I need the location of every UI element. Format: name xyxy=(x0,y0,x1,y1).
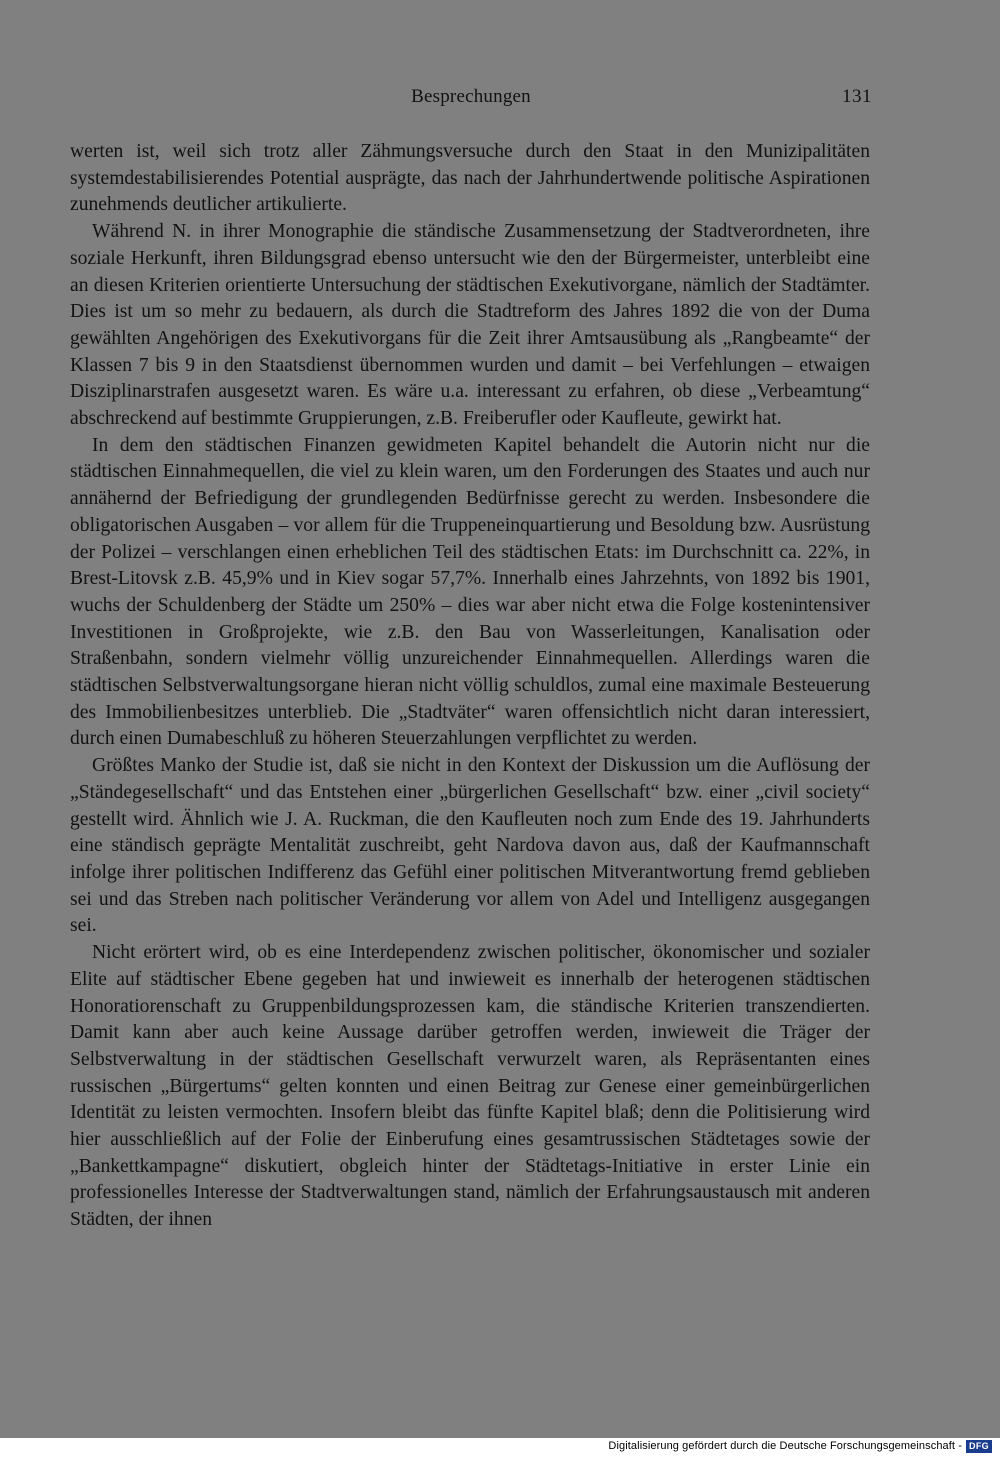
page-number: 131 xyxy=(842,86,872,107)
paragraph: Während N. in ihrer Monographie die ständische Zusammensetzung der Stadtverordneten, ihre soziale Herkunft, ihren Bildungsgrad ebenso untersucht wie den der Bürgermeister, unterbleibt eine an diesen Kriterien orientierte Untersuchung der städtischen Exekutivorgane, nämlich der Stadtämter. Dies ist um so mehr zu bedauern, als durch die Stadtreform des Jahres 1892 die von der Duma gewählten Angehörigen des Exekutivorgans für die Zeit ihrer Amtsausübung als „Rangbeamte“ der Klassen 7 bis 9 in den Staatsdienst übernommen wurden und damit – bei Verfehlungen – etwaigen Disziplinarstrafen ausgesetzt waren. Es wäre u.a. interessant zu erfahren, ob diese „Verbeamtung“ abschreckend auf bestimmte Gruppierungen, z.B. Freiberufler oder Kaufleute, gewirkt hat. xyxy=(70,221,870,430)
paragraph-continued: werten ist, weil sich trotz aller Zähmungsversuche durch den Staat in den Munizipalitäten systemdestabilisierendes Potential ausprägte, das nach der Jahrhundertwende politische Aspirationen zunehmends deutlicher artikulierte. xyxy=(70,141,870,216)
body-text xyxy=(70,139,870,1234)
dfg-logo-icon: DFG xyxy=(966,1440,992,1453)
paragraph: In dem den städtischen Finanzen gewidmeten Kapitel behandelt die Autorin nicht nur die städtischen Einnahmequellen, die viel zu klein waren, um den Forderungen des Staates und auch nur annähernd der Befriedigung der grundlegenden Bedürfnisse gerecht zu werden. Insbesondere die obligatorischen Ausgaben – vor allem für die Truppeneinquartierung und Besoldung bzw. Ausrüstung der Polizei – verschlangen einen erheblichen Teil des städtischen Etats: im Durchschnitt ca. 22%, in Brest-Litovsk z.B. 45,9% und in Kiev sogar 57,7%. Innerhalb eines Jahrzehnts, von 1892 bis 1901, wuchs der Schuldenberg der Städte um 250% – dies war aber nicht etwa die Folge kostenintensiver Investitionen in Großprojekte, wie z.B. den Bau von Wasserleitungen, Kanalisation oder Straßenbahn, sondern vielmehr völlig unzureichender Einnahmequellen. Allerdings waren die städtischen Selbstverwaltungsorgane hieran nicht völlig schuldlos, zumal eine maximale Besteuerung des Immobilienbesitzes unterblieb. Die „Stadtväter“ waren offensichtlich nicht daran interessiert, durch einen Dumabeschluß zu höheren Steuerzahlungen verpflichtet zu werden. xyxy=(70,434,870,750)
digitization-footer xyxy=(0,1438,1000,1457)
running-head: Besprechungen xyxy=(411,86,531,107)
page-header xyxy=(70,86,872,116)
paragraph: Größtes Manko der Studie ist, daß sie nicht in den Kontext der Diskussion um die Auflösung der „Ständegesellschaft“ und das Entstehen einer „bürgerlichen Gesellschaft“ bzw. einer „civil society“ gestellt wird. Ähnlich wie J. A. Ruckman, die den Kaufleuten noch zum Ende des 19. Jahrhunderts eine ständisch geprägte Mentalität zuschreibt, geht Nardova davon aus, daß der Kaufmannschaft infolge ihrer politischen Indifferenz das Gefühl einer politischen Mitverantwortung fremd geblieben sei und das Streben nach politischer Veränderung vor allem von Adel und Intelligenz ausgegangen sei. xyxy=(70,755,870,937)
paragraph: Nicht erörtert wird, ob es eine Interdependenz zwischen politischer, ökonomischer und sozialer Elite auf städtischer Ebene gegeben hat und inwieweit es innerhalb der heterogenen städtischen Honoratiorenschaft zu Gruppenbildungsprozessen kam, die ständische Kriterien transzendierten. Damit kann aber auch keine Aussage darüber getroffen werden, inwieweit die Träger der Selbstverwaltung in der städtischen Gesellschaft verwurzelt waren, als Repräsentanten eines russischen „Bürgertums“ gelten konnten und einen Beitrag zur Genese einer gemeinbürgerlichen Identität zu leisten vermochten. Insofern bleibt das fünfte Kapitel blaß; denn die Politisierung wird hier ausschließlich auf der Folie der Einberufung eines gesamtrussischen Städtetages sowie der „Bankettkampagne“ diskutiert, obgleich hinter der Städtetags-Initiative in erster Linie ein professionelles Interesse der Stadtverwaltungen stand, nämlich der Erfahrungsaustausch mit anderen Städten, der ihnen xyxy=(70,942,870,1231)
digitization-credit: Digitalisierung gefördert durch die Deutsche Forschungsgemeinschaft - xyxy=(608,1440,962,1452)
